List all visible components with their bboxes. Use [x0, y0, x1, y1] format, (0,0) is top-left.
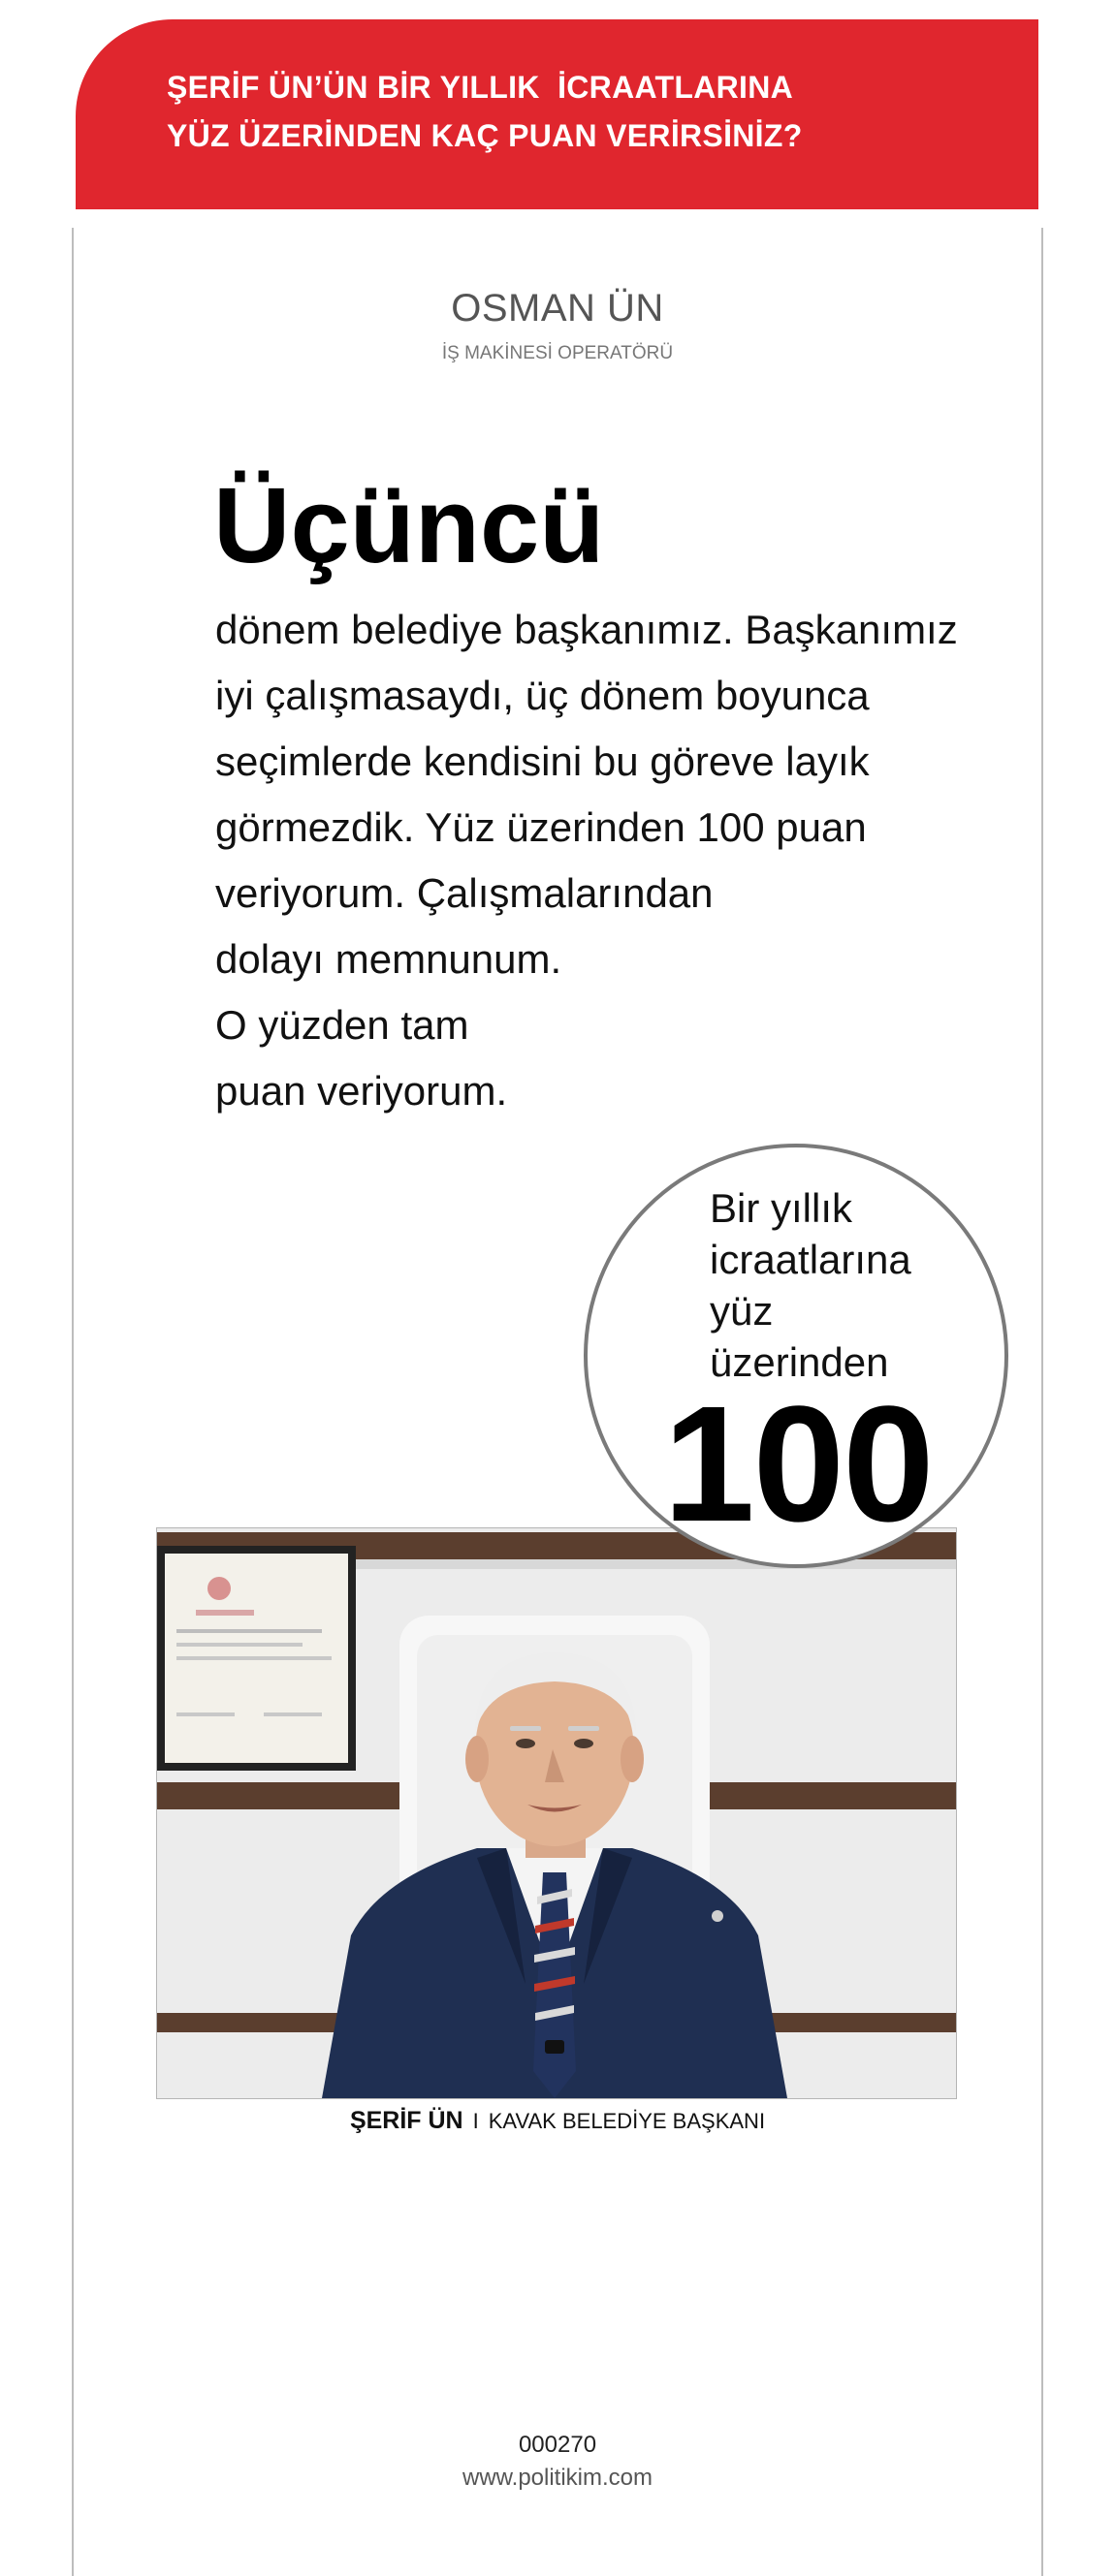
- header-title-line-2: YÜZ ÜZERİNDEN KAÇ PUAN VERİRSİNİZ?: [167, 118, 803, 153]
- score-value: 100: [663, 1372, 933, 1556]
- quote-line: puan veriyorum.: [215, 1068, 508, 1114]
- quote-line: dönem belediye başkanımız. Başkanımız: [215, 607, 958, 652]
- footer-url[interactable]: www.politikim.com: [462, 2465, 653, 2491]
- score-badge-line: Bir yıllık: [710, 1185, 852, 1231]
- footer-code: 000270: [518, 2432, 597, 2458]
- caption-name: ŞERİF ÜN: [349, 2107, 463, 2134]
- quote-line: seçimlerde kendisini bu göreve layık: [215, 738, 870, 784]
- author-name: OSMAN ÜN: [451, 287, 664, 330]
- quote-line: O yüzden tam: [215, 1002, 469, 1048]
- quote-lead-word: Üçüncü: [213, 466, 605, 585]
- right-border-line: [1041, 228, 1043, 2576]
- photo-caption: [0, 2107, 1115, 2135]
- score-badge-line: üzerinden: [710, 1339, 889, 1385]
- quote-line: görmezdik. Yüz üzerinden 100 puan: [215, 804, 867, 850]
- header-title-line-1: ŞERİF ÜN’ÜN BİR YILLIK İCRAATLARINA: [167, 70, 794, 105]
- author-occupation: İŞ MAKİNESİ OPERATÖRÜ: [441, 343, 674, 363]
- mayor-portrait-image: [157, 1528, 956, 2098]
- score-badge-line: yüz: [710, 1288, 774, 1334]
- quote-body: [215, 597, 958, 1124]
- score-badge-line: icraatlarına: [710, 1237, 911, 1282]
- quote-line: iyi çalışmasaydı, üç dönem boyunca: [215, 673, 870, 718]
- score-badge: [584, 1144, 1008, 1568]
- quote-line: veriyorum. Çalışmalarından: [215, 870, 714, 916]
- caption-separator: I: [472, 2109, 479, 2133]
- caption-title: KAVAK BELEDİYE BAŞKANI: [488, 2109, 766, 2133]
- header-banner: [76, 19, 1038, 209]
- quote-line: dolayı memnunum.: [215, 936, 562, 982]
- mayor-photo: [156, 1527, 957, 2099]
- left-border-line: [72, 228, 74, 2576]
- score-badge-label: [710, 1182, 981, 1388]
